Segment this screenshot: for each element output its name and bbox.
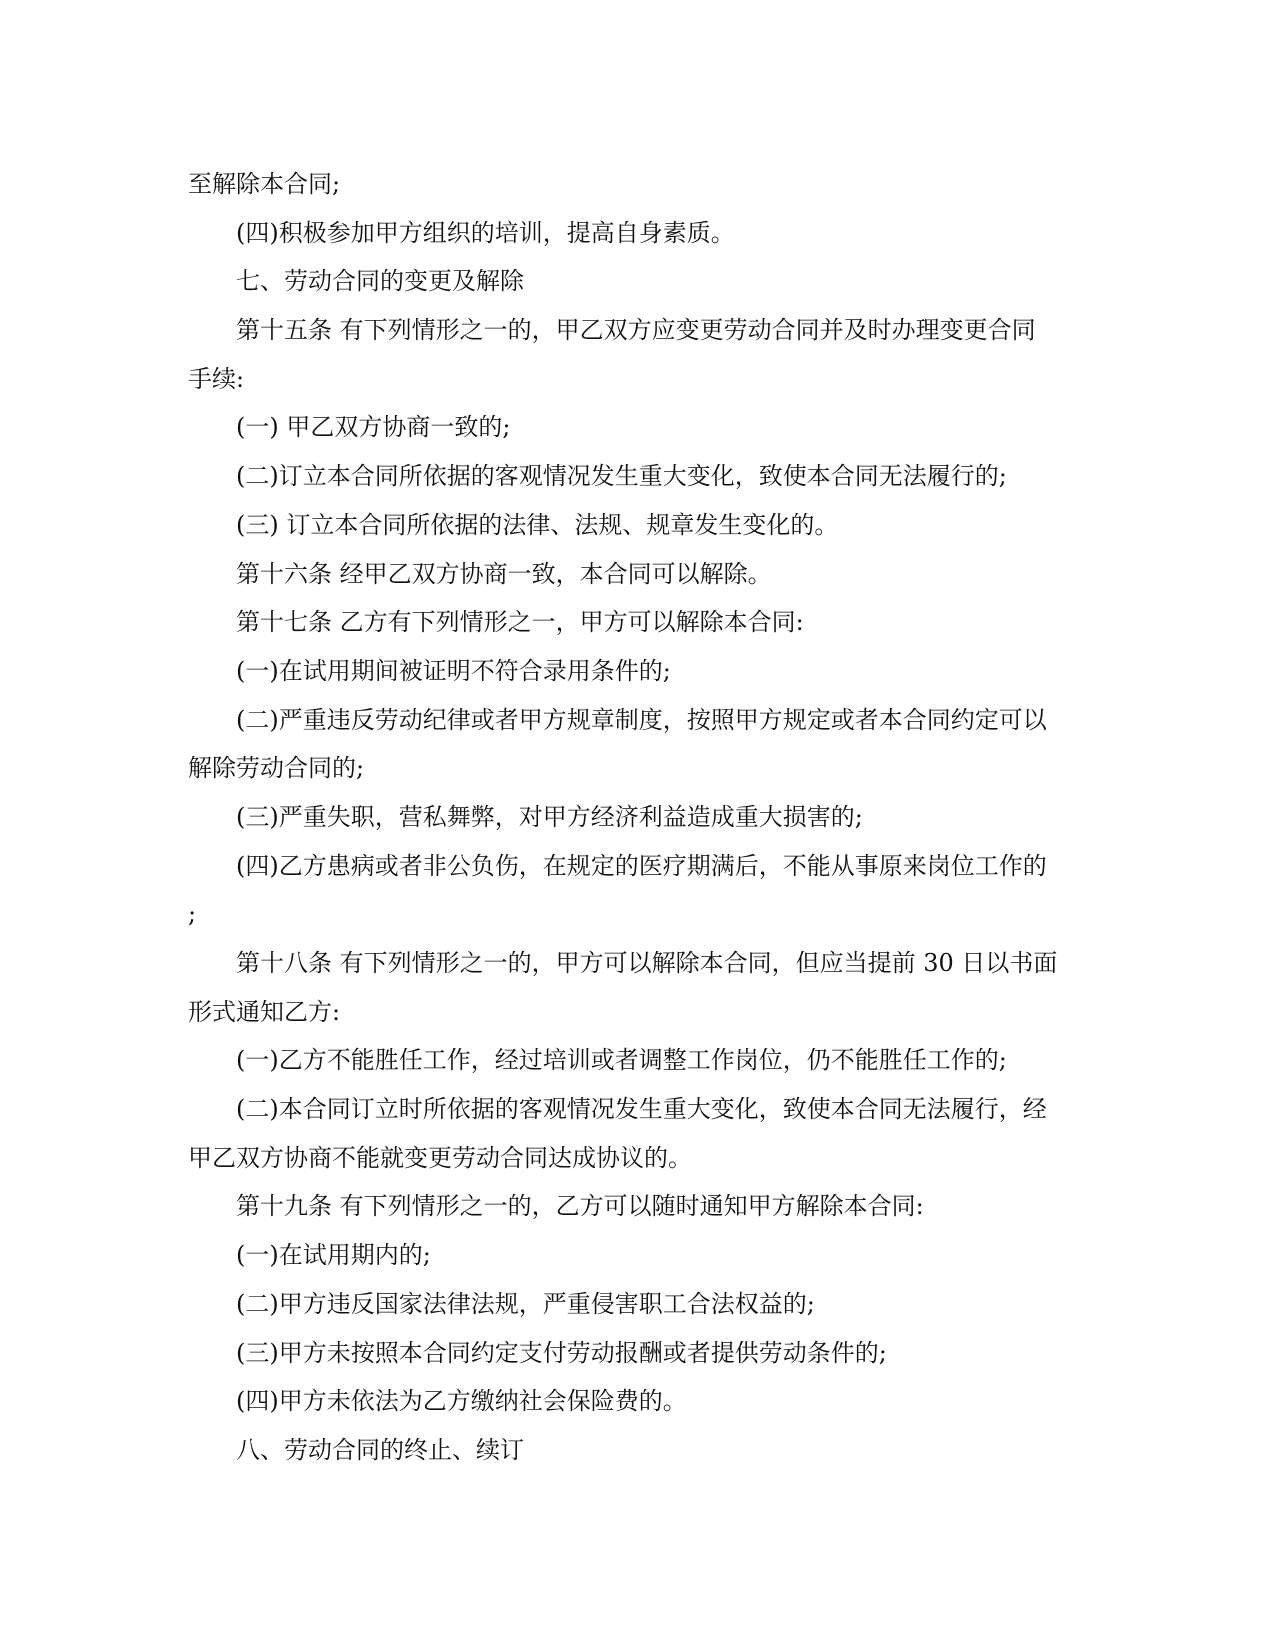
article-line: 第十八条 有下列情形之一的，甲方可以解除本合同，但应当提前 30 日以书面: [236, 949, 1058, 977]
text-line: 甲乙双方协商不能就变更劳动合同达成协议的。: [188, 1143, 692, 1172]
clause-item: (四)甲方未依法为乙方缴纳社会保险费的。: [236, 1387, 687, 1416]
clause-item: (三)严重失职，营私舞弊，对甲方经济利益造成重大损害的;: [236, 802, 863, 831]
clause-item: (三)甲方未按照本合同约定支付劳动报酬或者提供劳动条件的;: [236, 1338, 887, 1367]
clause-item: (二)订立本合同所依据的客观情况发生重大变化，致使本合同无法履行的;: [236, 462, 1007, 491]
clause-item: (二)严重违反劳动纪律或者甲方规章制度，按照甲方规定或者本合同约定可以: [236, 705, 1047, 734]
text-line: 手续:: [188, 364, 245, 393]
article-line: 第十九条 有下列情形之一的，乙方可以随时通知甲方解除本合同:: [236, 1192, 924, 1221]
text-line: 解除劳动合同的;: [188, 754, 365, 783]
clause-item: (二)甲方违反国家法律法规，严重侵害职工合法权益的;: [236, 1289, 815, 1318]
article-line: 第十六条 经甲乙双方协商一致，本合同可以解除。: [236, 559, 772, 588]
text-line: (四)积极参加甲方组织的培训，提高自身素质。: [236, 218, 735, 247]
clause-item: (一)在试用期间被证明不符合录用条件的;: [236, 656, 671, 685]
clause-item: (一)乙方不能胜任工作，经过培训或者调整工作岗位，仍不能胜任工作的;: [236, 1046, 1007, 1075]
text-line: ;: [188, 900, 197, 929]
section-heading: 八、劳动合同的终止、续订: [236, 1435, 524, 1464]
clause-item: (二)本合同订立时所依据的客观情况发生重大变化，致使本合同无法履行，经: [236, 1095, 1047, 1124]
text-line: 形式通知乙方:: [188, 997, 341, 1026]
document-body: [188, 160, 1088, 1475]
clause-item: (三) 订立本合同所依据的法律、法规、规章发生变化的。: [236, 510, 839, 539]
clause-item: (一) 甲乙双方协商一致的;: [236, 413, 511, 442]
article-line: 第十七条 乙方有下列情形之一，甲方可以解除本合同:: [236, 608, 804, 637]
section-heading: 七、劳动合同的变更及解除: [236, 267, 524, 296]
clause-item: (四)乙方患病或者非公负伤，在规定的医疗期满后，不能从事原来岗位工作的: [236, 851, 1047, 880]
article-line: 第十五条 有下列情形之一的，甲乙双方应变更劳动合同并及时办理变更合同: [236, 316, 1036, 345]
clause-item: (一)在试用期内的;: [236, 1241, 431, 1270]
text-line: 至解除本合同;: [188, 170, 341, 198]
